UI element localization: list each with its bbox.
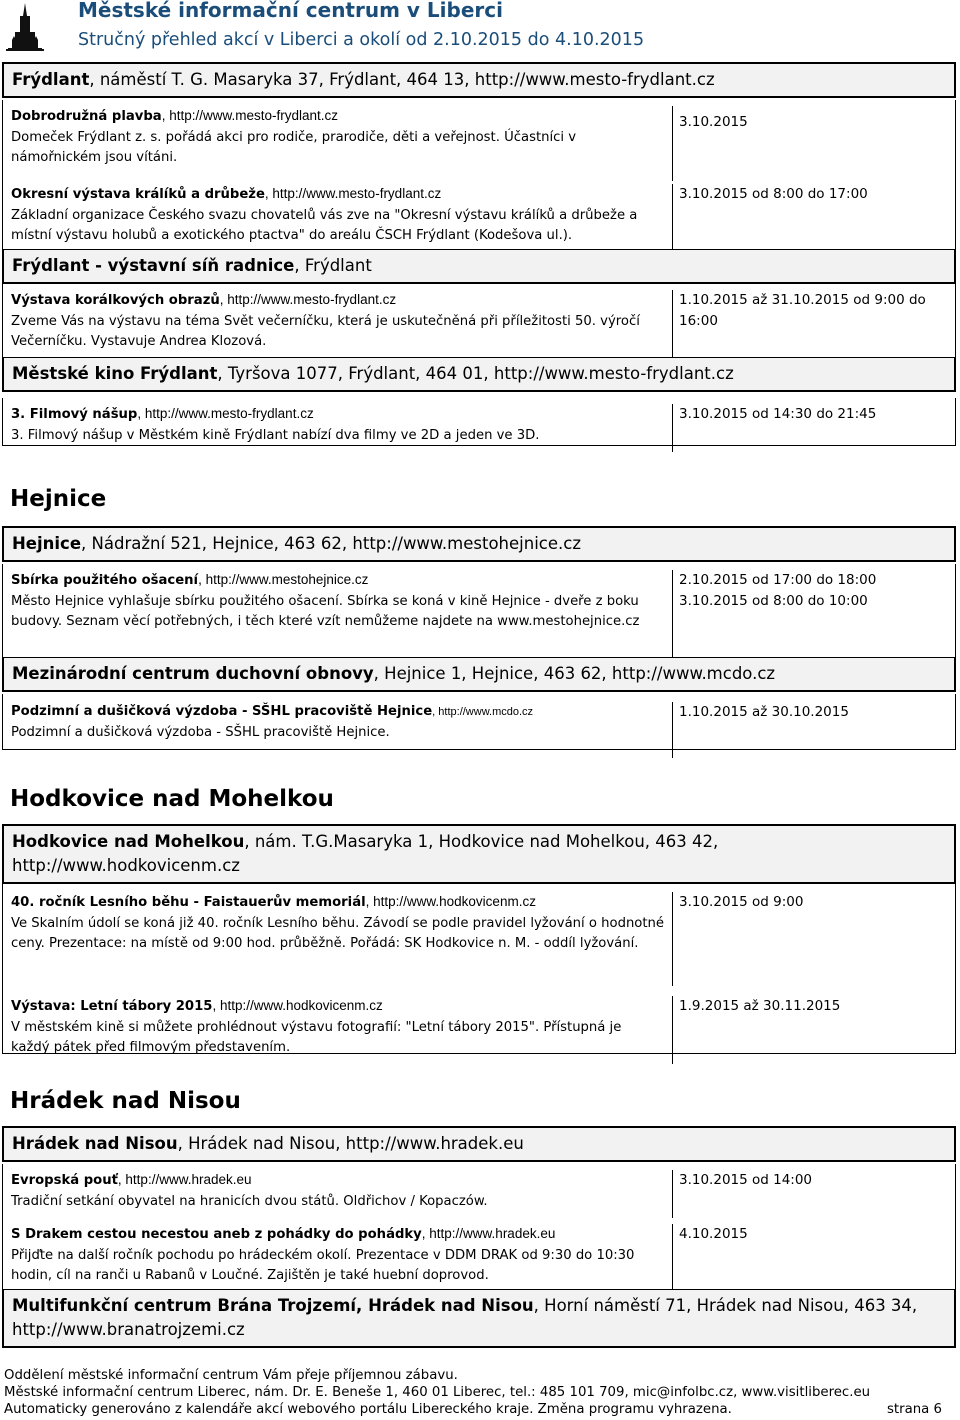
event-url[interactable]: , http://www.mcdo.cz [432, 706, 534, 718]
venue-mcdo: Mezinárodní centrum duchovní obnovy, Hejnice 1, Hejnice, 463 62, http://www.mcdo.cz [2, 658, 956, 692]
events-frydlant-radnice [2, 284, 956, 358]
event-text: Domeček Frýdlant z. s. pořádá akci pro rodiče, prarodiče, děti a veřejnost. Účastníci v námořnickém jsou vítáni. [11, 129, 577, 165]
event-text: 3. Filmový nášup v Městkém kině Frýdlant nabízí dva filmy ve 2D a jeden ve 3D. [11, 427, 540, 443]
event-url[interactable]: , http://www.hradek.eu [117, 1172, 252, 1187]
event-date: 2.10.2015 od 17:00 do 18:00 [679, 572, 877, 588]
event-text: Tradiční setkání obyvatel na hranicích dvou států. Oldřichov / Kopaczów. [11, 1193, 488, 1209]
event-url[interactable]: , http://www.hradek.eu [421, 1226, 556, 1241]
event-date: 1.10.2015 až 31.10.2015 od 9:00 do 16:00 [679, 292, 926, 329]
event-date: 1.10.2015 až 30.10.2015 [679, 704, 849, 720]
event-row [3, 1164, 955, 1218]
event-url[interactable]: , http://www.hodkovicenm.cz [365, 894, 536, 909]
header-title: Městské informační centrum v Liberci [78, 0, 503, 22]
event-row [3, 1218, 955, 1296]
venue-hodkovice: Hodkovice nad Mohelkou, nám. T.G.Masaryka 1, Hodkovice nad Mohelkou, 463 42, http://www.hodkovicenm.cz [2, 824, 956, 884]
events-frydlant [2, 100, 956, 250]
event-row [3, 986, 955, 1064]
event-text: Přijďte na další ročník pochodu po hrádeckém okolí. Prezentace v DDM DRAK od 9:30 do 10:30 hodin, cíl na ranči u Rabanů v Loučné. Zajištěn je také huební doprovod. [11, 1247, 635, 1283]
events-hradek [2, 1164, 956, 1290]
event-date: 4.10.2015 [679, 1226, 748, 1242]
event-date: 1.9.2015 až 30.11.2015 [679, 998, 841, 1014]
event-title: 40. ročník Lesního běhu - Faistauerův memoriál [11, 895, 366, 910]
event-date: 3.10.2015 od 9:00 [679, 894, 804, 910]
footer-disclaimer: Automaticky generováno z kalendáře akcí webového portálu Libereckého kraje. Změna programu vyhrazena. [4, 1402, 732, 1417]
event-date: 3.10.2015 od 14:00 [679, 1172, 813, 1188]
event-url[interactable]: , http://www.mesto-frydlant.cz [264, 186, 442, 201]
event-url[interactable]: , http://www.mestohejnice.cz [198, 572, 369, 587]
event-text: Ve Skalním údolí se koná již 40. ročník Lesního běhu. Závodí se podle pravidel lyžování o hodnotné ceny. Prezentace: na místě od 9:00 hod. průběžně. Pořádá: SK Hodkovice n. M. - oddíl lyžování. [11, 915, 665, 951]
venue-kino-frydlant: Městské kino Frýdlant, Tyršova 1077, Frýdlant, 464 01, http://www.mesto-frydlant.cz [2, 358, 956, 392]
event-title: Sbírka použitého ošacení [11, 573, 199, 588]
town-heading-hodkovice: Hodkovice nad Mohelkou [10, 786, 334, 812]
venue-frydlant-radnice: Frýdlant - výstavní síň radnice, Frýdlant [2, 250, 956, 284]
event-title: Podzimní a dušičková výzdoba - SŠHL pracoviště Hejnice [11, 704, 433, 719]
event-title: 3. Filmový nášup [11, 407, 138, 422]
event-row [3, 100, 955, 181]
events-mcdo [2, 694, 956, 750]
event-row [3, 694, 955, 758]
footer-greeting: Oddělení městské informační centrum Vám přeje příjemnou zábavu. [4, 1368, 458, 1383]
event-title: S Drakem cestou necestou aneb z pohádky do pohádky [11, 1227, 422, 1242]
event-row [3, 398, 955, 452]
event-text: Město Hejnice vyhlašuje sbírku použitého ošacení. Sbírka se koná v kině Hejnice - dveře z boku budovy. Seznam věcí potřebných, i těch které vzít nemůžeme najdete na www.mestohejnice.cz [11, 593, 640, 629]
events-hejnice [2, 564, 956, 658]
event-text: V městském kině si můžete prohlédnout výstavu fotografií: "Letní tábory 2015". Přístupná je každý pátek před filmovým představením. [11, 1019, 622, 1055]
events-hodkovice [2, 882, 956, 1054]
event-row [3, 284, 955, 364]
venue-brana-trojzemi: Multifunkční centrum Brána Trojzemí, Hrádek nad Nisou, Horní náměstí 71, Hrádek nad Nisou, 463 34, http://www.branatrojzemi.cz [2, 1290, 956, 1348]
event-text: Zveme Vás na výstavu na téma Svět večerníčku, která je uskutečněná při příležitosti 50. výročí Večerníčku. Vystavuje Andrea Klozová. [11, 313, 640, 349]
venue-hejnice: Hejnice, Nádražní 521, Hejnice, 463 62, http://www.mestohejnice.cz [2, 526, 956, 562]
event-row [3, 564, 955, 664]
event-date: 3.10.2015 od 8:00 do 10:00 [679, 592, 868, 609]
town-heading-hradek: Hrádek nad Nisou [10, 1088, 241, 1114]
event-title: Evropská pouť [11, 1173, 118, 1188]
event-date: 3.10.2015 od 8:00 do 17:00 [679, 186, 868, 202]
venue-hradek: Hrádek nad Nisou, Hrádek nad Nisou, http://www.hradek.eu [2, 1126, 956, 1162]
event-text: Podzimní a dušičková výzdoba - SŠHL pracoviště Hejnice. [11, 724, 390, 740]
liberec-townhall-logo [4, 2, 46, 52]
event-title: Výstava korálkových obrazů [11, 293, 220, 308]
event-row [3, 882, 955, 986]
event-url[interactable]: , http://www.hodkovicenm.cz [212, 998, 383, 1013]
page-number: strana 6 [886, 1402, 942, 1417]
event-title: Okresní výstava králíků a drůbeže [11, 187, 265, 202]
event-url[interactable]: , http://www.mesto-frydlant.cz [137, 406, 314, 421]
page-header [0, 0, 960, 56]
town-heading-hejnice: Hejnice [10, 486, 107, 512]
event-title: Dobrodružná plavba [11, 109, 162, 124]
event-title: Výstava: Letní tábory 2015 [11, 999, 213, 1014]
footer-contact: Městské informační centrum Liberec, nám. Dr. E. Beneše 1, 460 01 Liberec, tel.: 485 101 709, mic@infolbc.cz, www.visitliberec.eu [4, 1385, 871, 1400]
event-date: 3.10.2015 [679, 114, 748, 130]
page-footer [4, 1367, 954, 1418]
event-url[interactable]: , http://www.mesto-frydlant.cz [219, 292, 397, 307]
events-kino-frydlant [2, 398, 956, 446]
event-url[interactable]: , http://www.mesto-frydlant.cz [161, 108, 339, 123]
venue-frydlant: Frýdlant, náměstí T. G. Masaryka 37, Frýdlant, 464 13, http://www.mesto-frydlant.cz [2, 62, 956, 98]
event-row [3, 181, 955, 253]
event-date: 3.10.2015 od 14:30 do 21:45 [679, 406, 877, 422]
header-subtitle: Stručný přehled akcí v Liberci a okolí od 2.10.2015 do 4.10.2015 [78, 30, 645, 50]
event-text: Základní organizace Českého svazu chovatelů vás zve na "Okresní výstavu králíků a drůbeže a místní výstavu holubů a exotického ptactva" do areálu ČSCH Frýdlant (Kodešova ul.). [11, 207, 638, 243]
